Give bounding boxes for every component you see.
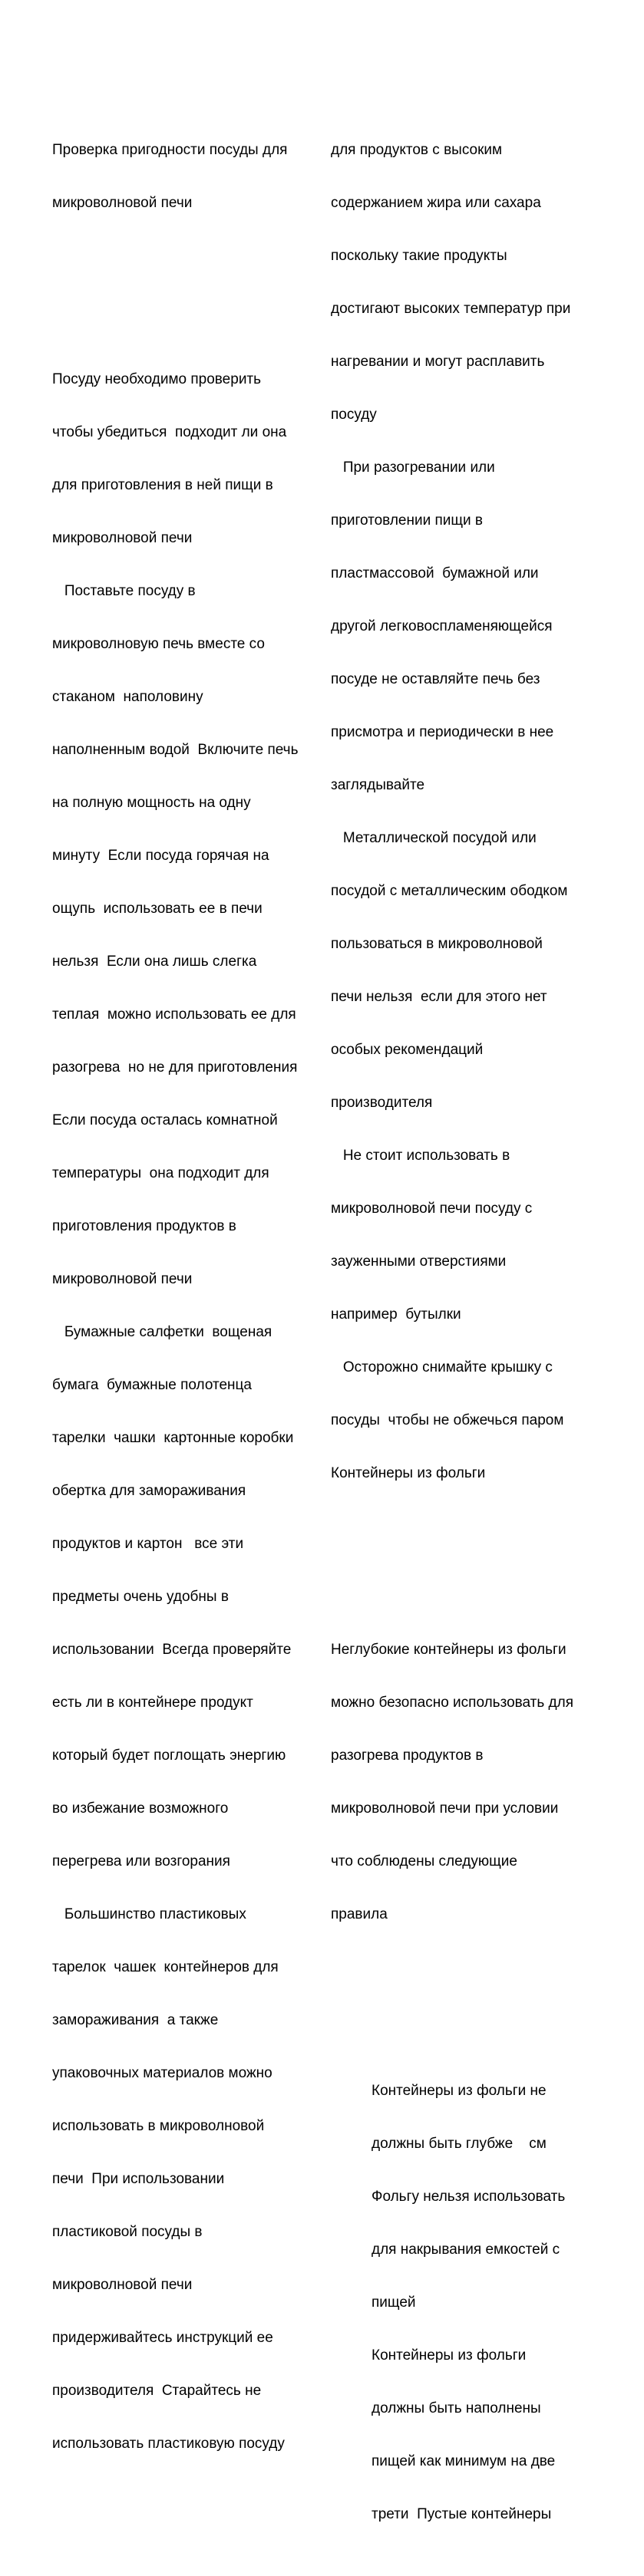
heading-line: Проверка пригодности посуды для	[52, 142, 288, 158]
text-line: Посуду необходимо проверить	[52, 371, 262, 387]
text-line: нельзя Если она лишь слегка	[52, 954, 257, 970]
text-line: Осторожно снимайте крышку с	[331, 1359, 553, 1375]
left-body-text	[52, 335, 321, 2488]
foil-intro-text	[331, 1606, 607, 1958]
list-item-line: Контейнеры из фольги	[372, 2347, 527, 2364]
text-line: зауженными отверстиями	[331, 1253, 507, 1270]
text-line: Не стоит использовать в	[331, 1148, 510, 1164]
foil-section-title: Контейнеры из фольги	[331, 1465, 486, 1481]
text-line: например бутылки	[331, 1306, 461, 1323]
text-line: минуту Если посуда горячая на	[52, 848, 269, 864]
text-line: обертка для замораживания	[52, 1483, 246, 1499]
text-line: Металлической посудой или	[331, 830, 537, 846]
text-line: поскольку такие продукты	[331, 248, 507, 264]
text-line: температуры она подходит для	[52, 1165, 269, 1181]
text-line: посуде не оставляйте печь без	[331, 671, 540, 687]
text-line: посудой с металлическим ободком	[331, 883, 568, 899]
text-line: тарелок чашек контейнеров для	[52, 1959, 279, 1975]
list-item-line: должны быть наполнены	[372, 2400, 541, 2416]
text-line: на полную мощность на одну	[52, 795, 251, 811]
text-line: микроволновой печи посуду с	[331, 1201, 533, 1217]
text-line: пластмассовой бумажной или	[331, 565, 539, 581]
text-line: продуктов и картон все эти	[52, 1536, 244, 1552]
text-line: для приготовления в ней пищи в	[52, 477, 273, 493]
text-line: приготовлении пищи в	[331, 512, 484, 529]
text-line: другой легковоспламеняющейся	[331, 618, 553, 634]
text-line: упаковочных материалов можно	[52, 2065, 272, 2081]
list-item-line: пищей	[372, 2294, 416, 2311]
text-line: присмотра и периодически в нее	[331, 724, 554, 740]
text-line: Неглубокие контейнеры из фольги	[331, 1642, 566, 1658]
text-line: разогрева продуктов в	[331, 1748, 484, 1764]
text-line: производителя	[331, 1095, 433, 1111]
text-line: Если посуда осталась комнатной	[52, 1112, 278, 1128]
text-line: замораживания а также	[52, 2012, 219, 2028]
text-line: предметы очень удобны в	[52, 1589, 229, 1605]
heading-line: микроволновой печи	[52, 195, 193, 211]
text-line: микроволновую печь вместе со	[52, 636, 265, 652]
text-line: нагревании и могут расплавить	[331, 354, 545, 370]
text-line: теплая можно использовать ее для	[52, 1006, 296, 1023]
text-line: При разогревании или	[331, 460, 495, 476]
text-line: есть ли в контейнере продукт	[52, 1695, 253, 1711]
text-line: печи нельзя если для этого нет	[331, 989, 547, 1005]
text-line: правила	[331, 1906, 388, 1922]
text-line: стаканом наполовину	[52, 689, 203, 705]
text-line: для продуктов с высоким	[331, 142, 503, 158]
text-line: достигают высоких температур при	[331, 301, 571, 317]
text-line: печи При использовании	[52, 2171, 225, 2187]
text-line: производителя Старайтесь не	[52, 2383, 262, 2399]
list-item-line: должны быть глубже см	[372, 2136, 547, 2152]
text-line: что соблюдены следующие	[331, 1853, 517, 1869]
text-line: микроволновой печи при условии	[331, 1800, 559, 1817]
text-line: посуду	[331, 407, 377, 423]
text-line: ощупь использовать ее в печи	[52, 901, 263, 917]
section-heading	[52, 106, 321, 247]
text-line: Большинство пластиковых	[52, 1906, 246, 1922]
list-item-line: трети Пустые контейнеры	[372, 2506, 552, 2522]
text-line: Бумажные салфетки вощеная	[52, 1324, 272, 1340]
text-line: наполненным водой Включите печь	[52, 742, 299, 758]
text-line: посуды чтобы не обжечься паром	[331, 1412, 564, 1428]
text-line: бумага бумажные полотенца	[52, 1377, 252, 1393]
list-item-line: Контейнеры из фольги не	[372, 2083, 547, 2099]
list-item-line: для накрывания емкостей с	[372, 2242, 560, 2258]
spacer	[331, 1994, 607, 2011]
text-line: использовать пластиковую посуду	[52, 2436, 285, 2452]
text-line: приготовления продуктов в	[52, 1218, 236, 1234]
text-line: микроволновой печи	[52, 2277, 193, 2293]
spacer	[52, 282, 321, 300]
text-line: пластиковой посуды в	[52, 2224, 203, 2240]
right-body-text	[331, 106, 607, 1517]
text-line: микроволновой печи	[52, 530, 193, 546]
text-line: придерживайтесь инструкций ее	[52, 2330, 273, 2346]
text-line: Поставьте посуду в	[52, 583, 196, 599]
list-item-line: Фольгу нельзя использовать	[372, 2189, 566, 2205]
left-column	[52, 71, 321, 2505]
text-line: особых рекомендаций	[331, 1042, 484, 1058]
spacer	[331, 1553, 607, 1570]
text-line: содержанием жира или сахара	[331, 195, 541, 211]
text-line: использовать в микроволновой	[52, 2118, 265, 2134]
text-line: который будет поглощать энергию	[52, 1748, 286, 1764]
text-line: тарелки чашки картонные коробки	[52, 1430, 294, 1446]
text-line: можно безопасно использовать для	[331, 1695, 574, 1711]
text-line: пользоваться в микроволновой	[331, 936, 543, 952]
right-column	[331, 71, 607, 2576]
text-line: перегрева или возгорания	[52, 1853, 230, 1869]
text-line: во избежание возможного	[52, 1800, 229, 1817]
foil-rules-list	[331, 2047, 607, 2558]
list-item-line: пищей как минимум на две	[372, 2453, 556, 2469]
text-line: заглядывайте	[331, 777, 425, 793]
text-line: разогрева но не для приготовления	[52, 1059, 298, 1076]
text-line: микроволновой печи	[52, 1271, 193, 1287]
text-line: использовании Всегда проверяйте	[52, 1642, 292, 1658]
text-line: чтобы убедиться подходит ли она	[52, 424, 287, 440]
